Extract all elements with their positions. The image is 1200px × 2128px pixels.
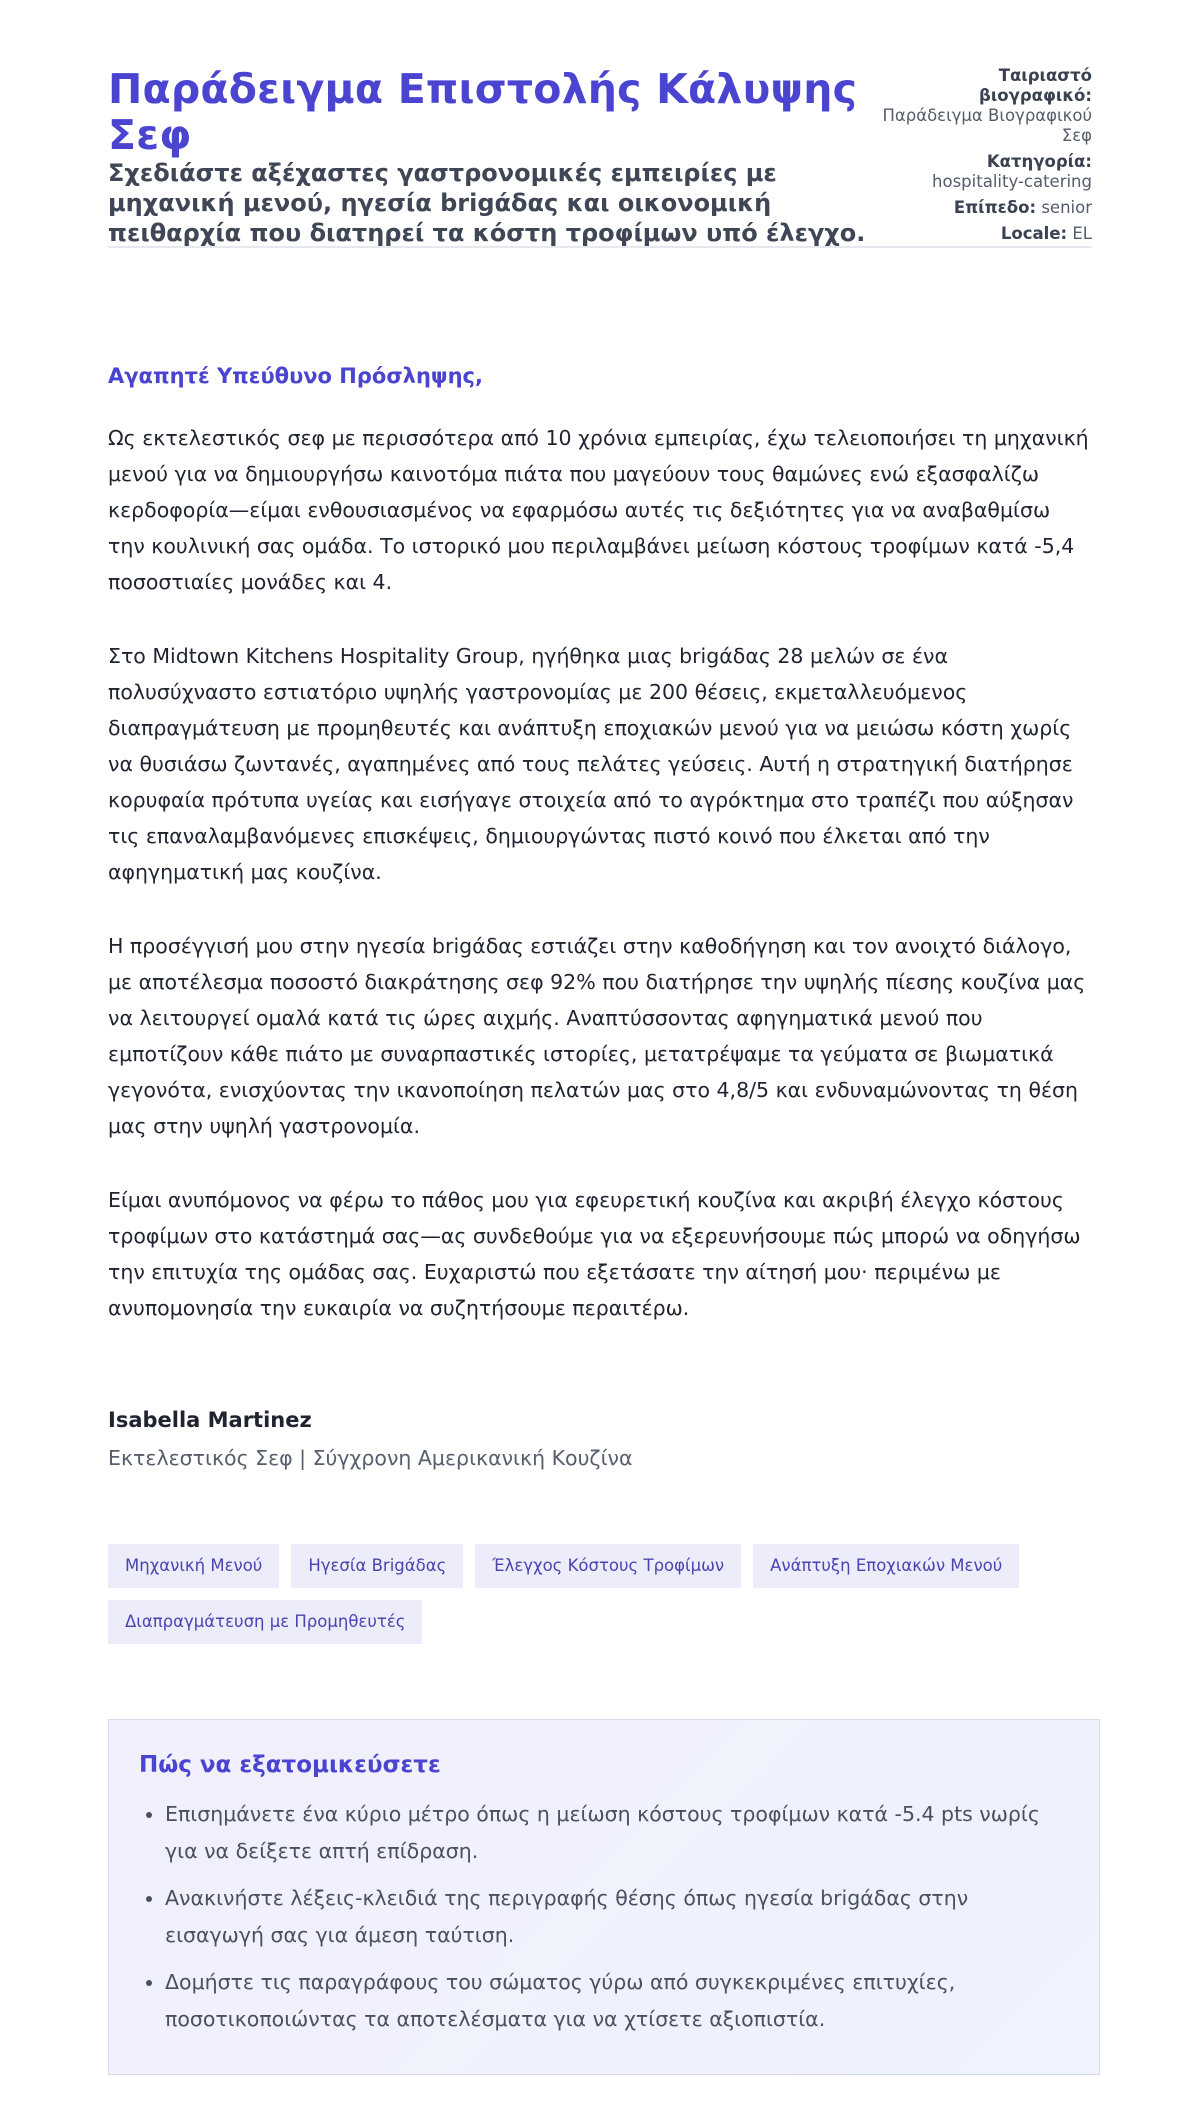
skill-tag: Μηχανική Μενού: [108, 1544, 279, 1588]
tips-list-item: • Ανακινήστε λέξεις-κλειδιά της περιγραφής θέσης όπως ηγεσία brigάδας στην εισαγωγή σας για άμεση ταύτιση.: [165, 1880, 1069, 1954]
letter-paragraph: Ως εκτελεστικός σεφ με περισσότερα από 10 χρόνια εμπειρίας, έχω τελειοποιήσει τη μηχανική μενού για να δημιουργήσω καινοτόμα πιάτα που μαγεύουν τους θαμώνες ενώ εξασφαλίζω κερδοφορία—είμαι ενθουσιασμένος να εφαρμόσω αυτές τις δεξιότητες για να αναβαθμίσω την κουλινική σας ομάδα. Το ιστορικό μου περιλαμβάνει μείωση κόστους τροφίμων κατά -5,4 ποσοστιαίες μονάδες και 4.: [108, 426, 1089, 594]
meta-resume-value: Παράδειγμα Βιογραφικού Σεφ: [882, 106, 1092, 145]
skill-tag: Ηγεσία Brigάδας: [291, 1544, 463, 1588]
meta-locale: [882, 224, 1092, 244]
customization-tips-box: [108, 1719, 1100, 2075]
letter-paragraph: Είμαι ανυπόμονος να φέρω το πάθος μου για εφευρετική κουζίνα και ακριβή έλεγχο κόστους τροφίμων στο κατάστημά σας—ας συνδεθούμε για να εξερευνήσουμε πώς μπορώ να οδηγήσω την επιτυχία της ομάδας σας. Ευχαριστώ που εξετάσατε την αίτησή μου· περιμένω με ανυπομονησία την ευκαιρία να συζητήσουμε περαιτέρω.: [108, 1188, 1081, 1320]
meta-locale-value: EL: [1072, 224, 1092, 243]
meta-category-value: hospitality-catering: [932, 172, 1092, 191]
skill-tag: Ανάπτυξη Εποχιακών Μενού: [753, 1544, 1019, 1588]
page-title: Παράδειγμα Επιστολής Κάλυψης Σεφ: [108, 65, 858, 159]
meta-level: [882, 198, 1092, 218]
signature-block: [108, 1408, 632, 1470]
letter-paragraph: Στο Midtown Kitchens Hospitality Group, ηγήθηκα μιας brigάδας 28 μελών σε ένα πολυσύχναστο εστιατόριο υψηλής γαστρονομίας με 200 θέσεις, εκμεταλλευόμενος διαπραγμάτευση με προμηθευτές και ανάπτυξη εποχιακών μενού για να μειώσω κόστη χωρίς να θυσιάσω ζωντανές, αγαπημένες από τους πελάτες γεύσεις. Αυτή η στρατηγική διατήρησε κορυφαία πρότυπα υγείας και εισήγαγε στοιχεία από το αγρόκτημα στο τραπέζι που αύξησαν τις επαναλαμβανόμενες επισκέψεις, δημιουργώντας πιστό κοινό που έλκεται από την αφηγηματική μας κουζίνα.: [108, 644, 1074, 884]
skill-tag: Διαπραγμάτευση με Προμηθευτές: [108, 1600, 422, 1644]
signature-name: Isabella Martinez: [108, 1408, 312, 1432]
meta-resume-label: Ταιριαστό βιογραφικό:: [979, 66, 1092, 105]
letter-paragraph: Η προσέγγισή μου στην ηγεσία brigάδας εστιάζει στην καθοδήγηση και τον ανοιχτό διάλογο, με αποτέλεσμα ποσοστό διακράτησης σεφ 92% που διατήρησε την υψηλής πίεσης κουζίνα μας να λειτουργεί ομαλά κατά τις ώρες αιχμής. Αναπτύσσοντας αφηγηματικά μενού που εμποτίζουν κάθε πιάτο με συναρπαστικές ιστορίες, μετατρέψαμε τα γεύματα σε βιωματικά γεγονότα, ενισχύοντας την ικανοποίηση πελατών μας στο 4,8/5 και ενδυναμώνοντας τη θέση μας στην υψηλή γαστρονομία.: [108, 934, 1086, 1138]
letter-body: [108, 420, 1092, 1364]
meta-resume: [882, 66, 1092, 146]
salutation: Αγαπητέ Υπεύθυνο Πρόσληψης,: [108, 364, 483, 388]
meta-level-label: Επίπεδο:: [953, 198, 1037, 217]
tips-list: [139, 1796, 1069, 2038]
meta-panel: [882, 66, 1092, 250]
tips-list-item: • Δομήστε τις παραγράφους του σώματος γύρω από συγκεκριμένες επιτυχίες, ποσοτικοποιώντας τα αποτελέσματα για να χτίσετε αξιοπιστία.: [165, 1964, 1069, 2038]
meta-locale-label: Locale:: [1000, 224, 1068, 243]
meta-level-value: senior: [1041, 198, 1092, 217]
tips-title: Πώς να εξατομικεύσετε: [139, 1752, 441, 1778]
skill-tag: Έλεγχος Κόστους Τροφίμων: [475, 1544, 741, 1588]
meta-category: [882, 152, 1092, 192]
signature-role: Εκτελεστικός Σεφ | Σύγχρονη Αμερικανική Κουζίνα: [108, 1446, 633, 1470]
tips-list-item: • Επισημάνετε ένα κύριο μέτρο όπως η μείωση κόστους τροφίμων κατά -5.4 pts νωρίς για να δείξετε απτή επίδραση.: [165, 1796, 1069, 1870]
skill-tags: [108, 1544, 1092, 1644]
title-block: [108, 66, 868, 248]
page-header: [108, 0, 1092, 248]
meta-category-label: Κατηγορία:: [986, 152, 1092, 171]
page-subtitle: Σχεδιάστε αξέχαστες γαστρονομικές εμπειρίες με μηχανική μενού, ηγεσία brigάδας και οικονομική πειθαρχία που διατηρεί τα κόστη τροφίμων υπό έλεγχο.: [108, 159, 866, 247]
